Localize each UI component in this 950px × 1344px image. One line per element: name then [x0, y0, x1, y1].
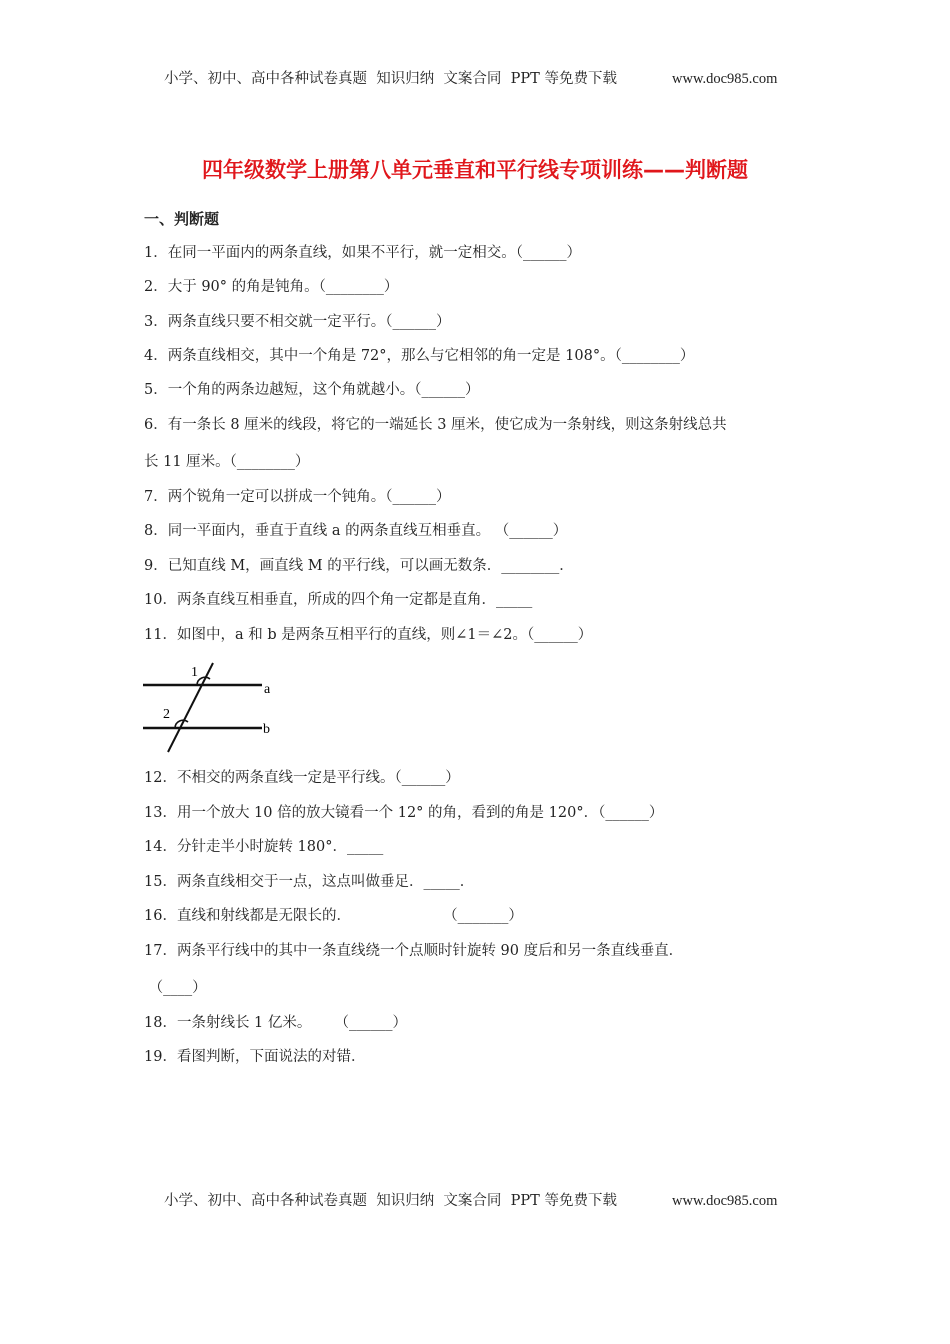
question-line: 3．两条直线只要不相交就一定平行。（______）	[144, 314, 451, 330]
question-line: 15．两条直线相交于一点，这点叫做垂足．_____．	[144, 874, 475, 890]
parallel-lines-figure	[140, 655, 280, 760]
question-line: 17．两条平行线中的其中一条直线绕一个点顺时针旋转 90 度后和另一条直线垂直．	[144, 943, 684, 959]
question-line: 9．已知直线 M，画直线 M 的平行线，可以画无数条．________．	[144, 558, 574, 574]
header-text: 小学、初中、高中各种试卷真题 知识归纳 文案合同 PPT 等免费下载	[164, 71, 617, 87]
page-title: 四年级数学上册第八单元垂直和平行线专项训练——判断题	[202, 158, 748, 182]
question-line: 5．一个角的两条边越短，这个角就越小。（______）	[144, 382, 480, 398]
label-b: b	[263, 722, 270, 737]
footer-text: 小学、初中、高中各种试卷真题 知识归纳 文案合同 PPT 等免费下载	[164, 1193, 617, 1209]
footer-url[interactable]: www.doc985.com	[672, 1193, 778, 1209]
question-line: 10．两条直线互相垂直，所成的四个角一定都是直角．_____	[144, 592, 533, 608]
label-2: 2	[163, 707, 170, 722]
question-line: 12．不相交的两条直线一定是平行线。（______）	[144, 770, 460, 786]
question-line: 14．分针走半小时旋转 180°．_____	[144, 839, 384, 855]
question-line: 19．看图判断，下面说法的对错．	[144, 1049, 366, 1065]
question-line: 1．在同一平面内的两条直线，如果不平行，就一定相交。（______）	[144, 245, 581, 261]
label-1: 1	[191, 665, 198, 680]
question-line: 18．一条射线长 1 亿米。 （______）	[144, 1015, 407, 1031]
header-url[interactable]: www.doc985.com	[672, 71, 778, 87]
question-line: 长 11 厘米。（________）	[144, 454, 310, 470]
question-line: 2．大于 90° 的角是钝角。（________）	[144, 279, 399, 295]
question-line: 13．用一个放大 10 倍的放大镜看一个 12° 的角，看到的角是 120°．（______）	[144, 805, 664, 821]
question-line: （____）	[144, 980, 207, 996]
question-line: 6．有一条长 8 厘米的线段，将它的一端延长 3 厘米，使它成为一条射线，则这条射线总共	[144, 417, 727, 433]
question-line: 8．同一平面内，垂直于直线 a 的两条直线互相垂直。 （______）	[144, 523, 568, 539]
question-line: 4．两条直线相交，其中一个角是 72°，那么与它相邻的角一定是 108°。（________）	[144, 348, 695, 364]
question-line: 16．直线和射线都是无限长的． （_______）	[144, 908, 523, 924]
section-heading: 一、判断题	[144, 210, 220, 228]
question-line: 7．两个锐角一定可以拼成一个钝角。（______）	[144, 489, 451, 505]
question-line: 11．如图中，a 和 b 是两条互相平行的直线，则∠1＝∠2。（______）	[144, 627, 593, 643]
label-a: a	[264, 682, 271, 697]
